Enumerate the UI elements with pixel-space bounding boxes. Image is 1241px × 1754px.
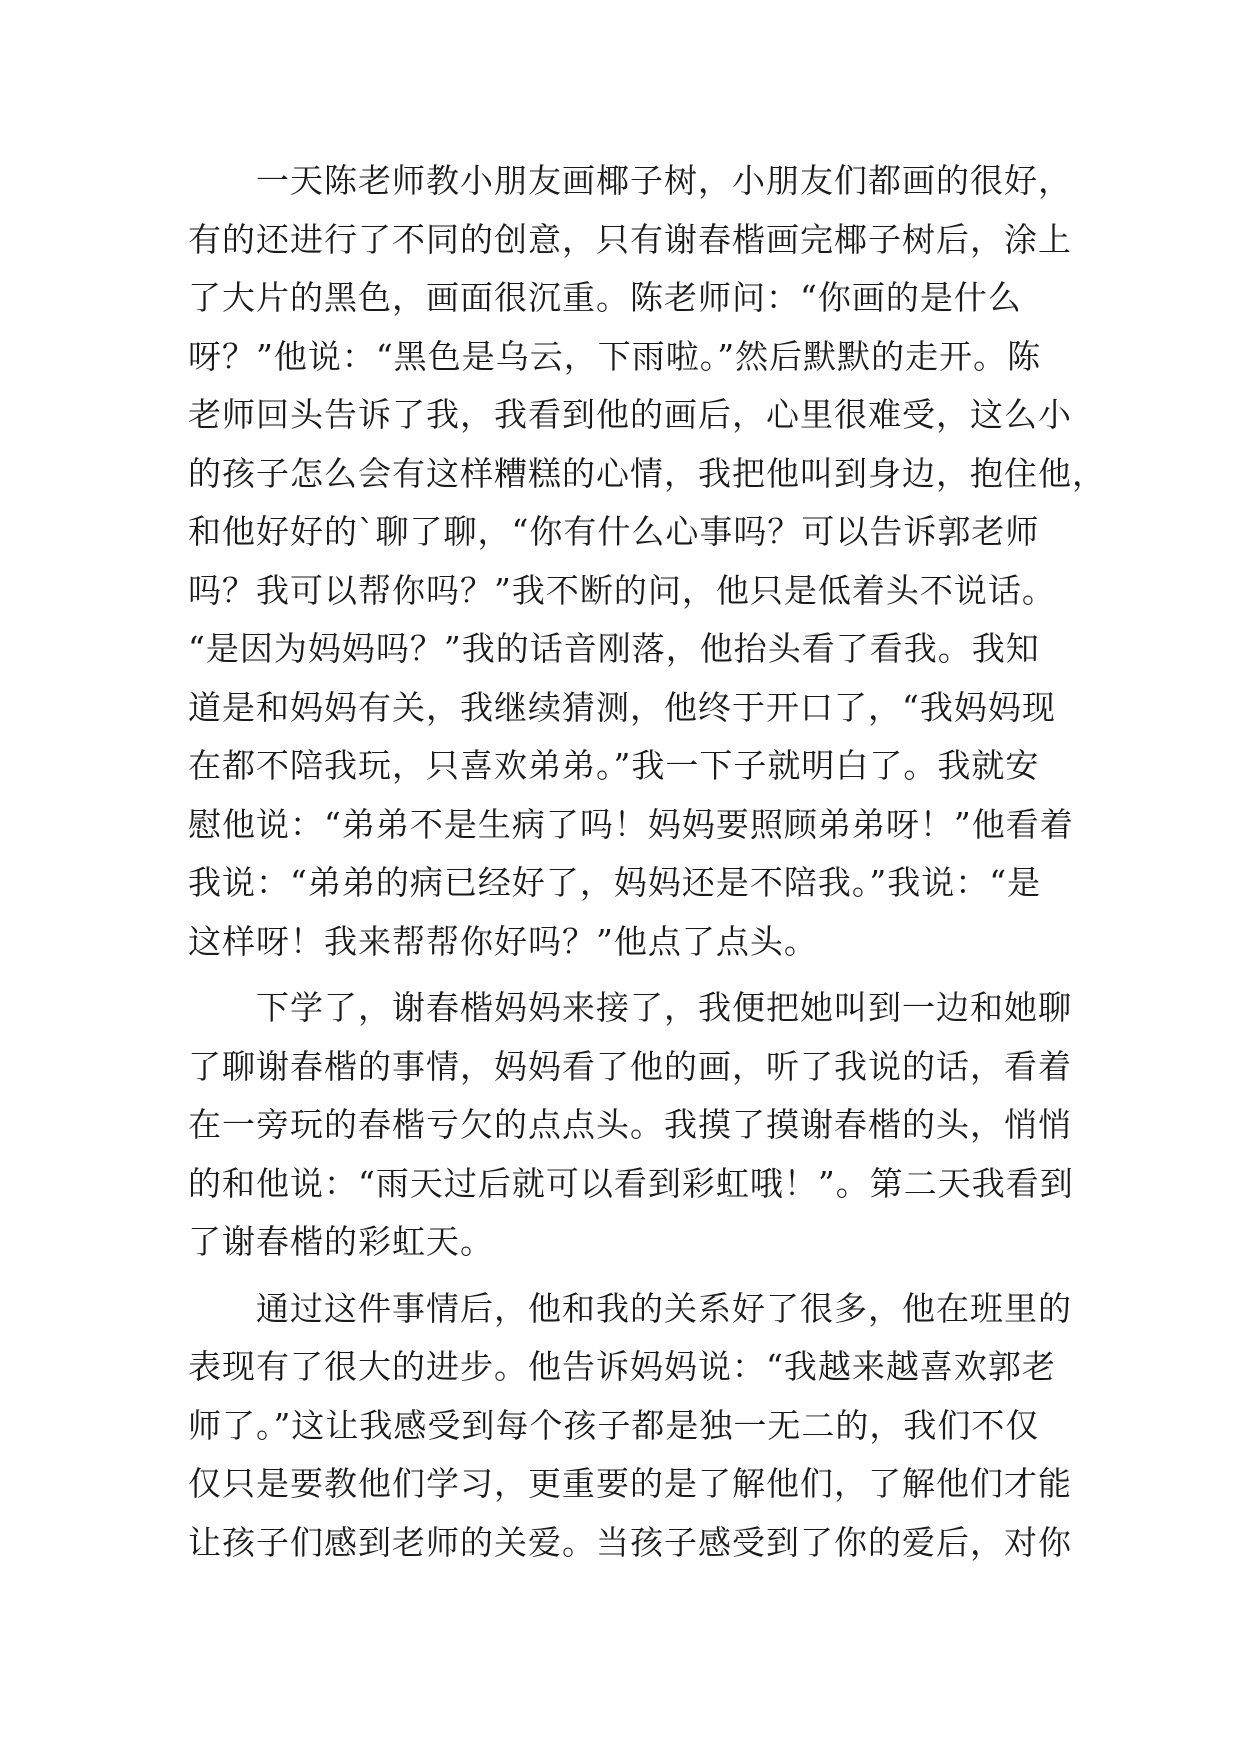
text-line: 下学了，谢春楷妈妈来接了，我便把她叫到一边和她聊 (256, 988, 1072, 1027)
text-line: 在都不陪我玩，只喜欢弟弟。”我一下子就明白了。我就安 (188, 746, 1040, 785)
text-line: 在一旁玩的春楷亏欠的点点头。我摸了摸谢春楷的头，悄悄 (188, 1105, 1072, 1144)
text-line: 道是和妈妈有关，我继续猜测，他终于开口了，“我妈妈现 (188, 687, 1056, 727)
paragraph-1 (188, 152, 1106, 971)
text-line: 了谢春楷的彩虹天。 (188, 1222, 494, 1261)
text-line: 呀？”他说：“黑色是乌云，下雨啦。”然后默默的走开。陈 (188, 336, 1042, 376)
text-line: 慰他说：“弟弟不是生病了吗！妈妈要照顾弟弟呀！”他看着 (188, 804, 1074, 844)
text-line: 和他好好的`聊了聊，“你有什么心事吗？可以告诉郭老师 (188, 512, 1040, 551)
text-line: 了聊谢春楷的事情，妈妈看了他的画，听了我说的话，看着 (188, 1046, 1072, 1086)
text-line: 吗？我可以帮你吗？”我不断的问，他只是低着头不说话。 (188, 570, 1056, 610)
text-line: “是因为妈妈吗？”我的话音刚落，他抬头看了看我。我知 (188, 629, 1040, 668)
text-line: 的和他说：“雨天过后就可以看到彩虹哦！”。第二天我看到 (188, 1163, 1074, 1203)
text-line: 了大片的黑色，画面很沉重。陈老师问：“你画的是什么 (188, 278, 1022, 317)
text-line: 这样呀！我来帮帮你好吗？”他点了点头。 (188, 921, 818, 961)
text-line: 表现有了很大的进步。他告诉妈妈说：“我越来越喜欢郭老 (188, 1347, 1056, 1386)
text-line: 通过这件事情后，他和我的关系好了很多，他在班里的 (256, 1288, 1072, 1328)
paragraph-2 (188, 979, 1074, 1272)
body-text (188, 152, 1106, 1572)
paragraph-spacer (188, 1272, 1068, 1280)
text-line: 让孩子们感到老师的关爱。当孩子感受到了你的爱后，对你 (188, 1522, 1072, 1562)
text-line: 老师回头告诉了我，我看到他的画后，心里很难受，这么小 (188, 395, 1072, 434)
text-line: 一天陈老师教小朋友画椰子树，小朋友们都画的很好， (256, 161, 1072, 200)
text-line: 有的还进行了不同的创意，只有谢春楷画完椰子树后，涂上 (188, 219, 1072, 259)
text-line: 仅只是要教他们学习，更重要的是了解他们，了解他们才能 (188, 1464, 1072, 1503)
paragraph-3 (188, 1280, 1072, 1573)
text-line: 的孩子怎么会有这样糟糕的心情，我把他叫到身边，抱住他， (188, 453, 1106, 493)
text-line: 我说：“弟弟的病已经好了，妈妈还是不陪我。”我说：“是 (188, 863, 1042, 902)
text-line: 师了。”这让我感受到每个孩子都是独一无二的，我们不仅 (188, 1405, 1040, 1445)
paragraph-spacer (188, 971, 1068, 979)
